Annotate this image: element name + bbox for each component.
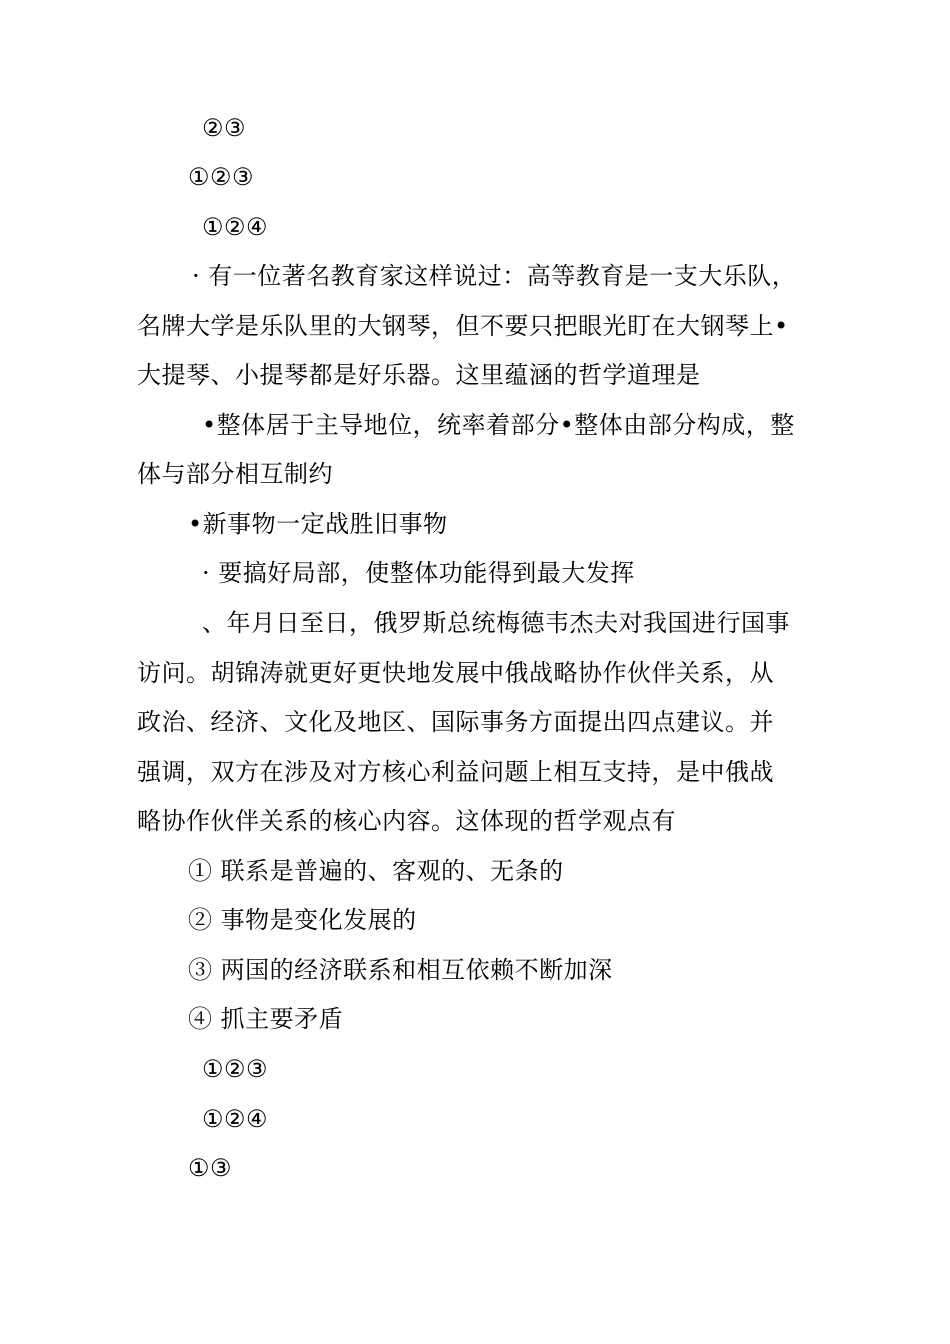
question-text-line: 略协作伙伴关系的核心内容。这体现的哲学观点有 xyxy=(137,807,676,835)
option-line: ①②③ xyxy=(188,163,255,191)
statement-line: ③ 两国的经济联系和相互依赖不断加深 xyxy=(188,956,613,984)
question-text-line: 强调，双方在涉及对方核心利益问题上相互支持，是中俄战 xyxy=(137,758,774,786)
question-text-line: 访问。胡锦涛就更好更快地发展中俄战略协作伙伴关系，从 xyxy=(137,659,774,687)
choice-line: •新事物一定战胜旧事物 xyxy=(188,510,448,538)
question-text-line: 、年月日至日，俄罗斯总统梅德韦杰夫对我国进行国事 xyxy=(202,609,790,637)
option-line: ①②③ xyxy=(202,1055,269,1083)
option-line: ①③ xyxy=(188,1154,233,1182)
question-text-line: · 有一位著名教育家这样说过：高等教育是一支大乐队， xyxy=(192,262,797,290)
statement-line: ② 事物是变化发展的 xyxy=(188,906,417,934)
question-text-line: 名牌大学是乐队里的大钢琴，但不要只把眼光盯在大钢琴上• xyxy=(137,312,789,340)
question-text-line: 大提琴、小提琴都是好乐器。这里蕴涵的哲学道理是 xyxy=(137,361,701,389)
option-line: ②③ xyxy=(202,114,247,142)
question-text-line: 政治、经济、文化及地区、国际事务方面提出四点建议。并 xyxy=(137,708,774,736)
option-line: ①②④ xyxy=(202,1105,269,1133)
choice-line: •整体居于主导地位，统率着部分•整体由部分构成，整 xyxy=(202,411,795,439)
statement-line: ① 联系是普遍的、客观的、无条的 xyxy=(188,857,564,885)
statement-line: ④ 抓主要矛盾 xyxy=(188,1005,344,1033)
choice-line: · 要搞好局部，使整体功能得到最大发挥 xyxy=(202,559,635,587)
option-line: ①②④ xyxy=(202,213,269,241)
choice-line: 体与部分相互制约 xyxy=(137,460,333,488)
